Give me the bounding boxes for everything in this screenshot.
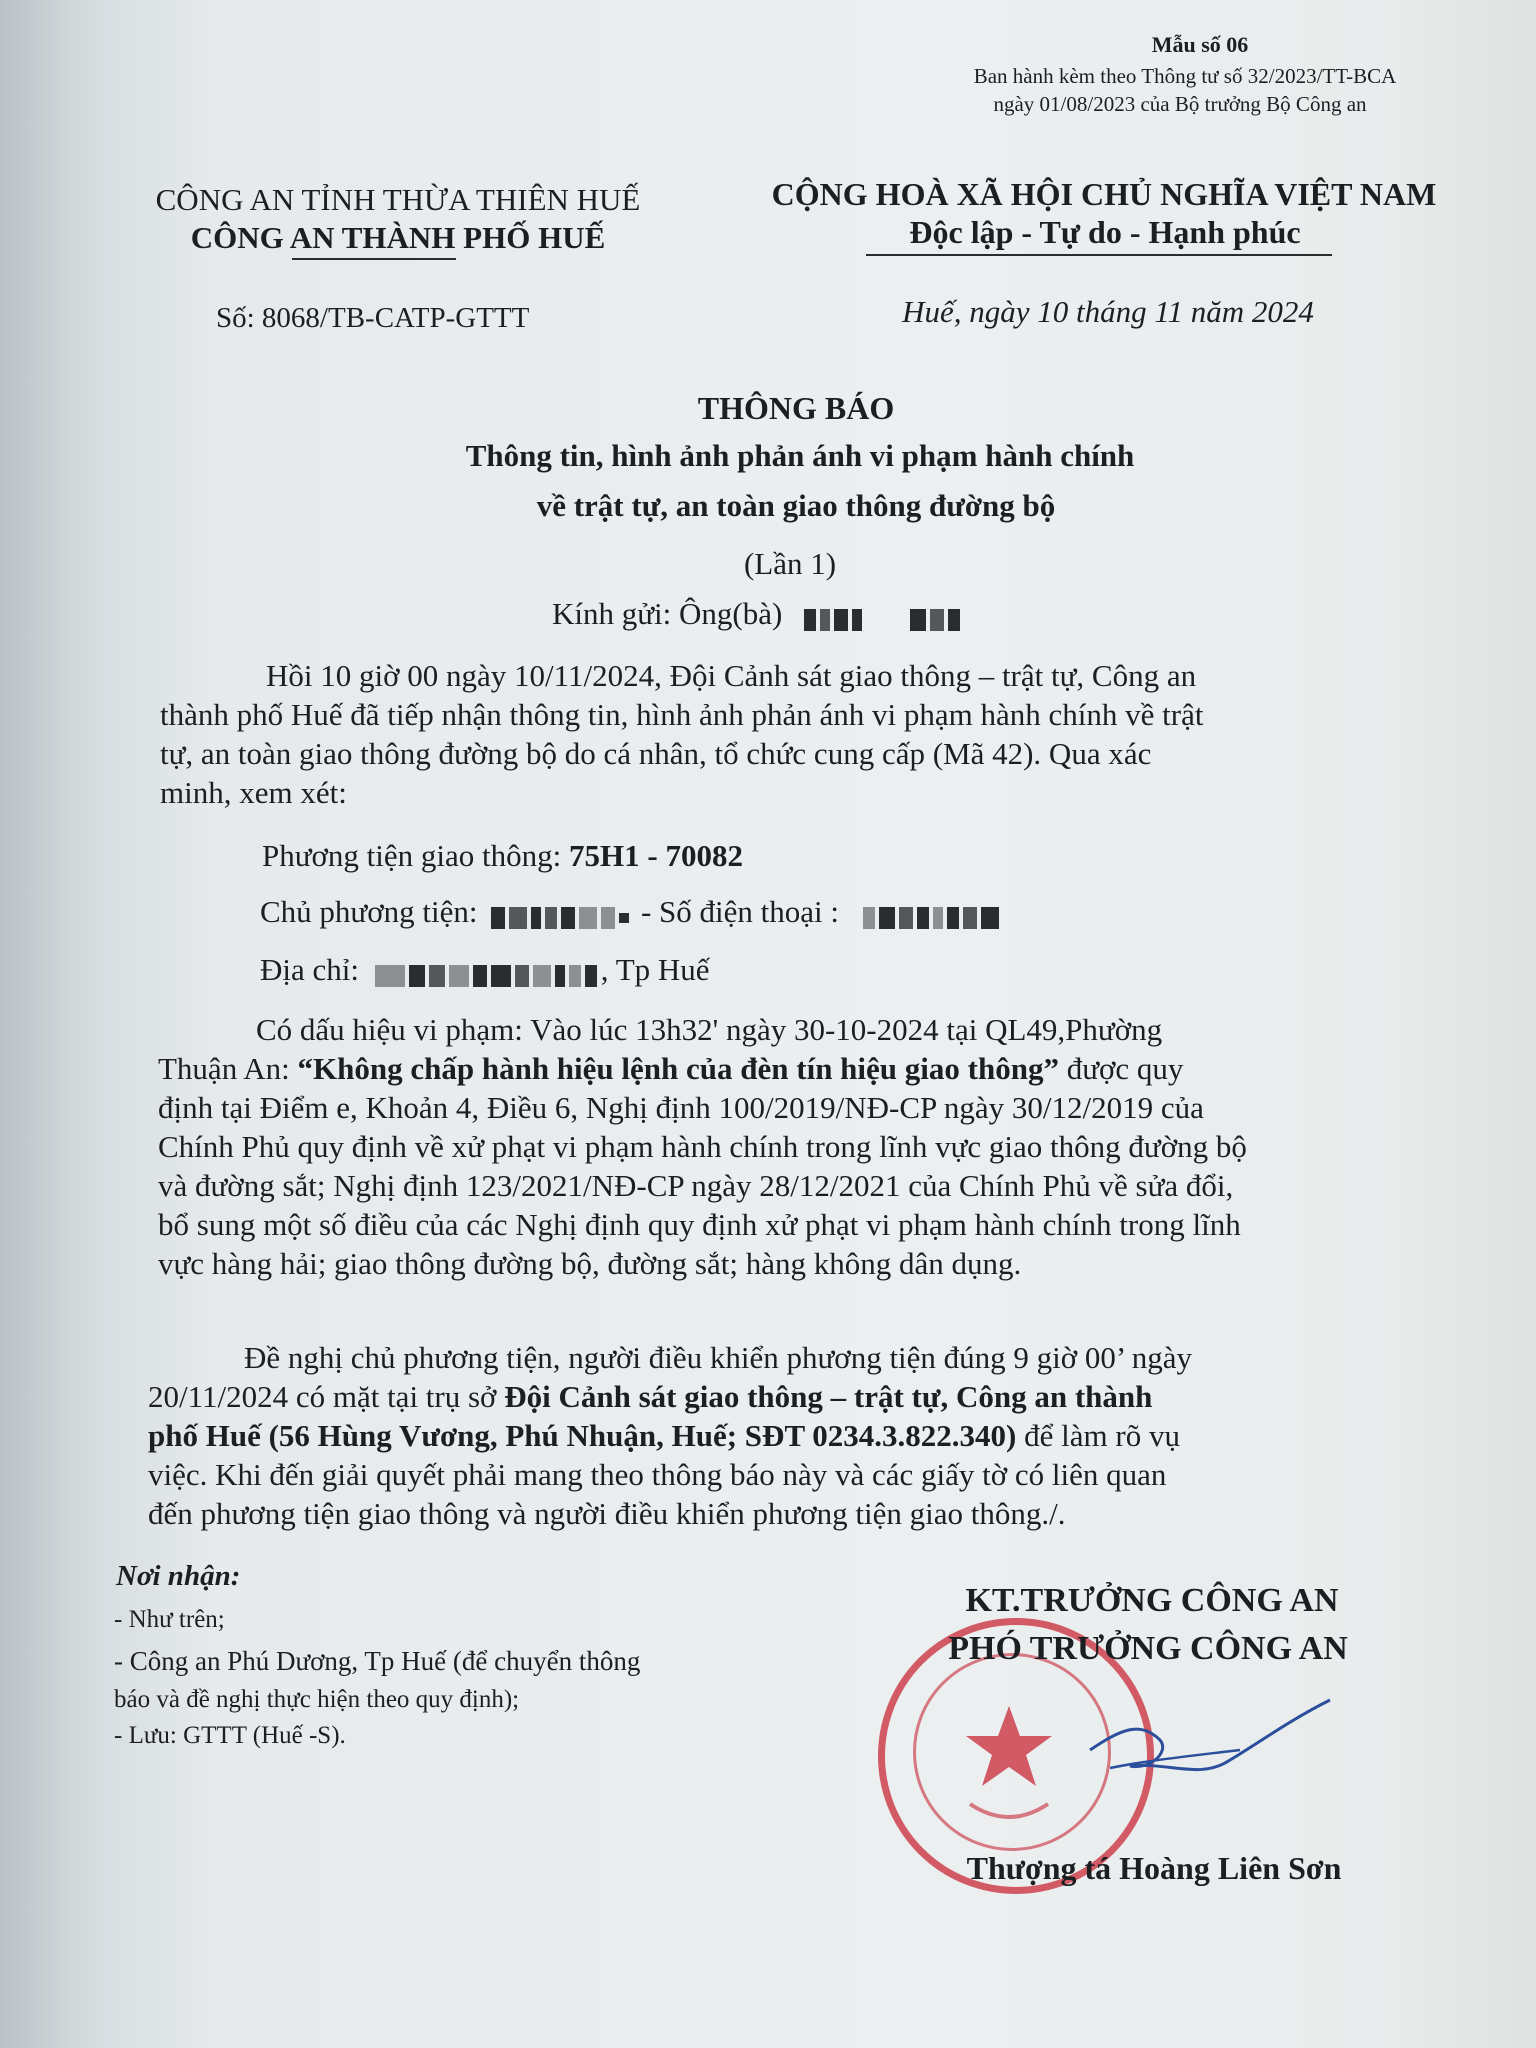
greeting: [552, 596, 964, 635]
handwritten-signature: [1080, 1690, 1340, 1800]
redacted-owner: [491, 897, 633, 933]
request-office: Đội Cảnh sát giao thông – trật tự, Công an thành: [504, 1379, 1153, 1414]
signer-name: Thượng tá Hoàng Liên Sơn: [966, 1850, 1342, 1886]
violation-line: Có dấu hiệu vi phạm: Vào lúc 13h32' ngày 30-10-2024 tại QL49,Phường: [256, 1012, 1163, 1047]
form-issued-line1: Ban hành kèm theo Thông tư số 32/2023/TT-BCA: [973, 64, 1397, 88]
intro-line: minh, xem xét:: [160, 775, 347, 810]
address-label: Địa chỉ:: [260, 952, 359, 987]
document-number: Số: 8068/TB-CATP-GTTT: [216, 302, 530, 334]
violation-offense: “Không chấp hành hiệu lệnh của đèn tín hiệu giao thông”: [297, 1051, 1059, 1086]
notice-round: (Lần 1): [743, 546, 837, 581]
violation-line: Chính Phủ quy định về xử phạt vi phạm hành chính trong lĩnh vực giao thông đường bộ: [158, 1129, 1247, 1164]
owner-row: [260, 894, 1003, 933]
redacted-address: [375, 955, 601, 991]
national-name: CỘNG HOÀ XÃ HỘI CHỦ NGHĨA VIỆT NAM: [771, 176, 1437, 212]
request-line: việc. Khi đến giải quyết phải mang theo thông báo này và các giấy tờ có liên quan: [148, 1457, 1167, 1492]
agency-name: CÔNG AN THÀNH PHỐ HUẾ: [190, 220, 606, 255]
intro-line: thành phố Huế đã tiếp nhận thông tin, hình ảnh phản ánh vi phạm hành chính về trật: [160, 697, 1204, 732]
violation-line: vực hàng hải; giao thông đường bộ, đường sắt; hàng không dân dụng.: [158, 1246, 1022, 1281]
recipient-item: - Như trên;: [114, 1606, 225, 1633]
violation-text: được quy: [1058, 1051, 1184, 1086]
signer-role-1: KT.TRƯỞNG CÔNG AN: [965, 1582, 1339, 1619]
request-text: để làm rõ vụ: [1016, 1418, 1180, 1453]
owner-label: Chủ phương tiện:: [260, 894, 478, 929]
national-motto: Độc lập - Tự do - Hạnh phúc: [909, 214, 1301, 250]
form-number: Mẫu số 06: [1151, 32, 1249, 57]
address-row: [260, 952, 710, 991]
redacted-phone: [863, 897, 1003, 933]
agency-parent: CÔNG AN TỈNH THỪA THIÊN HUẾ: [155, 182, 641, 217]
intro-line: Hồi 10 giờ 00 ngày 10/11/2024, Đội Cảnh sát giao thông – trật tự, Công an: [266, 658, 1197, 693]
greeting-label: Kính gửi: Ông(bà): [552, 596, 783, 631]
recipient-item: - Công an Phú Dương, Tp Huế (để chuyển thông: [114, 1646, 641, 1676]
signer-role-2: PHÓ TRƯỞNG CÔNG AN: [948, 1630, 1348, 1667]
notice-subtitle-2: về trật tự, an toàn giao thông đường bộ: [536, 488, 1056, 523]
request-paragraph: [148, 1338, 1414, 1533]
violation-line: định tại Điểm e, Khoản 4, Điều 6, Nghị định 100/2019/NĐ-CP ngày 30/12/2019 của: [158, 1090, 1204, 1125]
notice-title: THÔNG BÁO: [697, 390, 895, 426]
violation-line: và đường sắt; Nghị định 123/2021/NĐ-CP ngày 28/12/2021 của Chính Phủ về sửa đổi,: [158, 1168, 1234, 1203]
request-address: phố Huế (56 Hùng Vương, Phú Nhuận, Huế; SĐT 0234.3.822.340): [148, 1418, 1017, 1453]
intro-line: tự, an toàn giao thông đường bộ do cá nhân, tổ chức cung cấp (Mã 42). Qua xác: [160, 736, 1152, 771]
request-line: Đề nghị chủ phương tiện, người điều khiển phương tiện đúng 9 giờ 00’ ngày: [244, 1340, 1192, 1375]
vehicle-label: Phương tiện giao thông:: [262, 838, 562, 873]
motto-underline: [866, 254, 1332, 256]
request-line-3: [148, 1416, 1414, 1455]
place-date: Huế, ngày 10 tháng 11 năm 2024: [902, 294, 1314, 329]
address-city: , Tp Huế: [600, 952, 710, 987]
agency-underline: [292, 258, 456, 260]
request-line: đến phương tiện giao thông và người điều khiển phương tiện giao thông./.: [148, 1496, 1066, 1531]
request-line-2: [148, 1377, 1414, 1416]
recipient-item: - Lưu: GTTT (Huế -S).: [114, 1722, 346, 1749]
violation-place: Thuận An:: [158, 1051, 298, 1086]
intro-paragraph: [160, 656, 1426, 812]
vehicle-row: [262, 838, 743, 874]
redacted-name: [804, 599, 964, 635]
request-text: 20/11/2024 có mặt tại trụ sở: [148, 1379, 505, 1414]
recipient-item: báo và đề nghị thực hiện theo quy định);: [114, 1686, 520, 1713]
owner-phone-label: - Số điện thoại :: [640, 894, 840, 929]
violation-paragraph: [158, 1010, 1424, 1283]
notice-subtitle-1: Thông tin, hình ảnh phản ánh vi phạm hành chính: [465, 438, 1135, 473]
vehicle-plate: 75H1 - 70082: [569, 838, 743, 873]
violation-line-2: [158, 1049, 1424, 1088]
violation-line: bổ sung một số điều của các Nghị định quy định xử phạt vi phạm hành chính trong lĩnh: [158, 1207, 1241, 1242]
recipients-heading: Nơi nhận:: [116, 1560, 241, 1592]
form-issued-line2: ngày 01/08/2023 của Bộ trưởng Bộ Công an: [993, 92, 1367, 116]
